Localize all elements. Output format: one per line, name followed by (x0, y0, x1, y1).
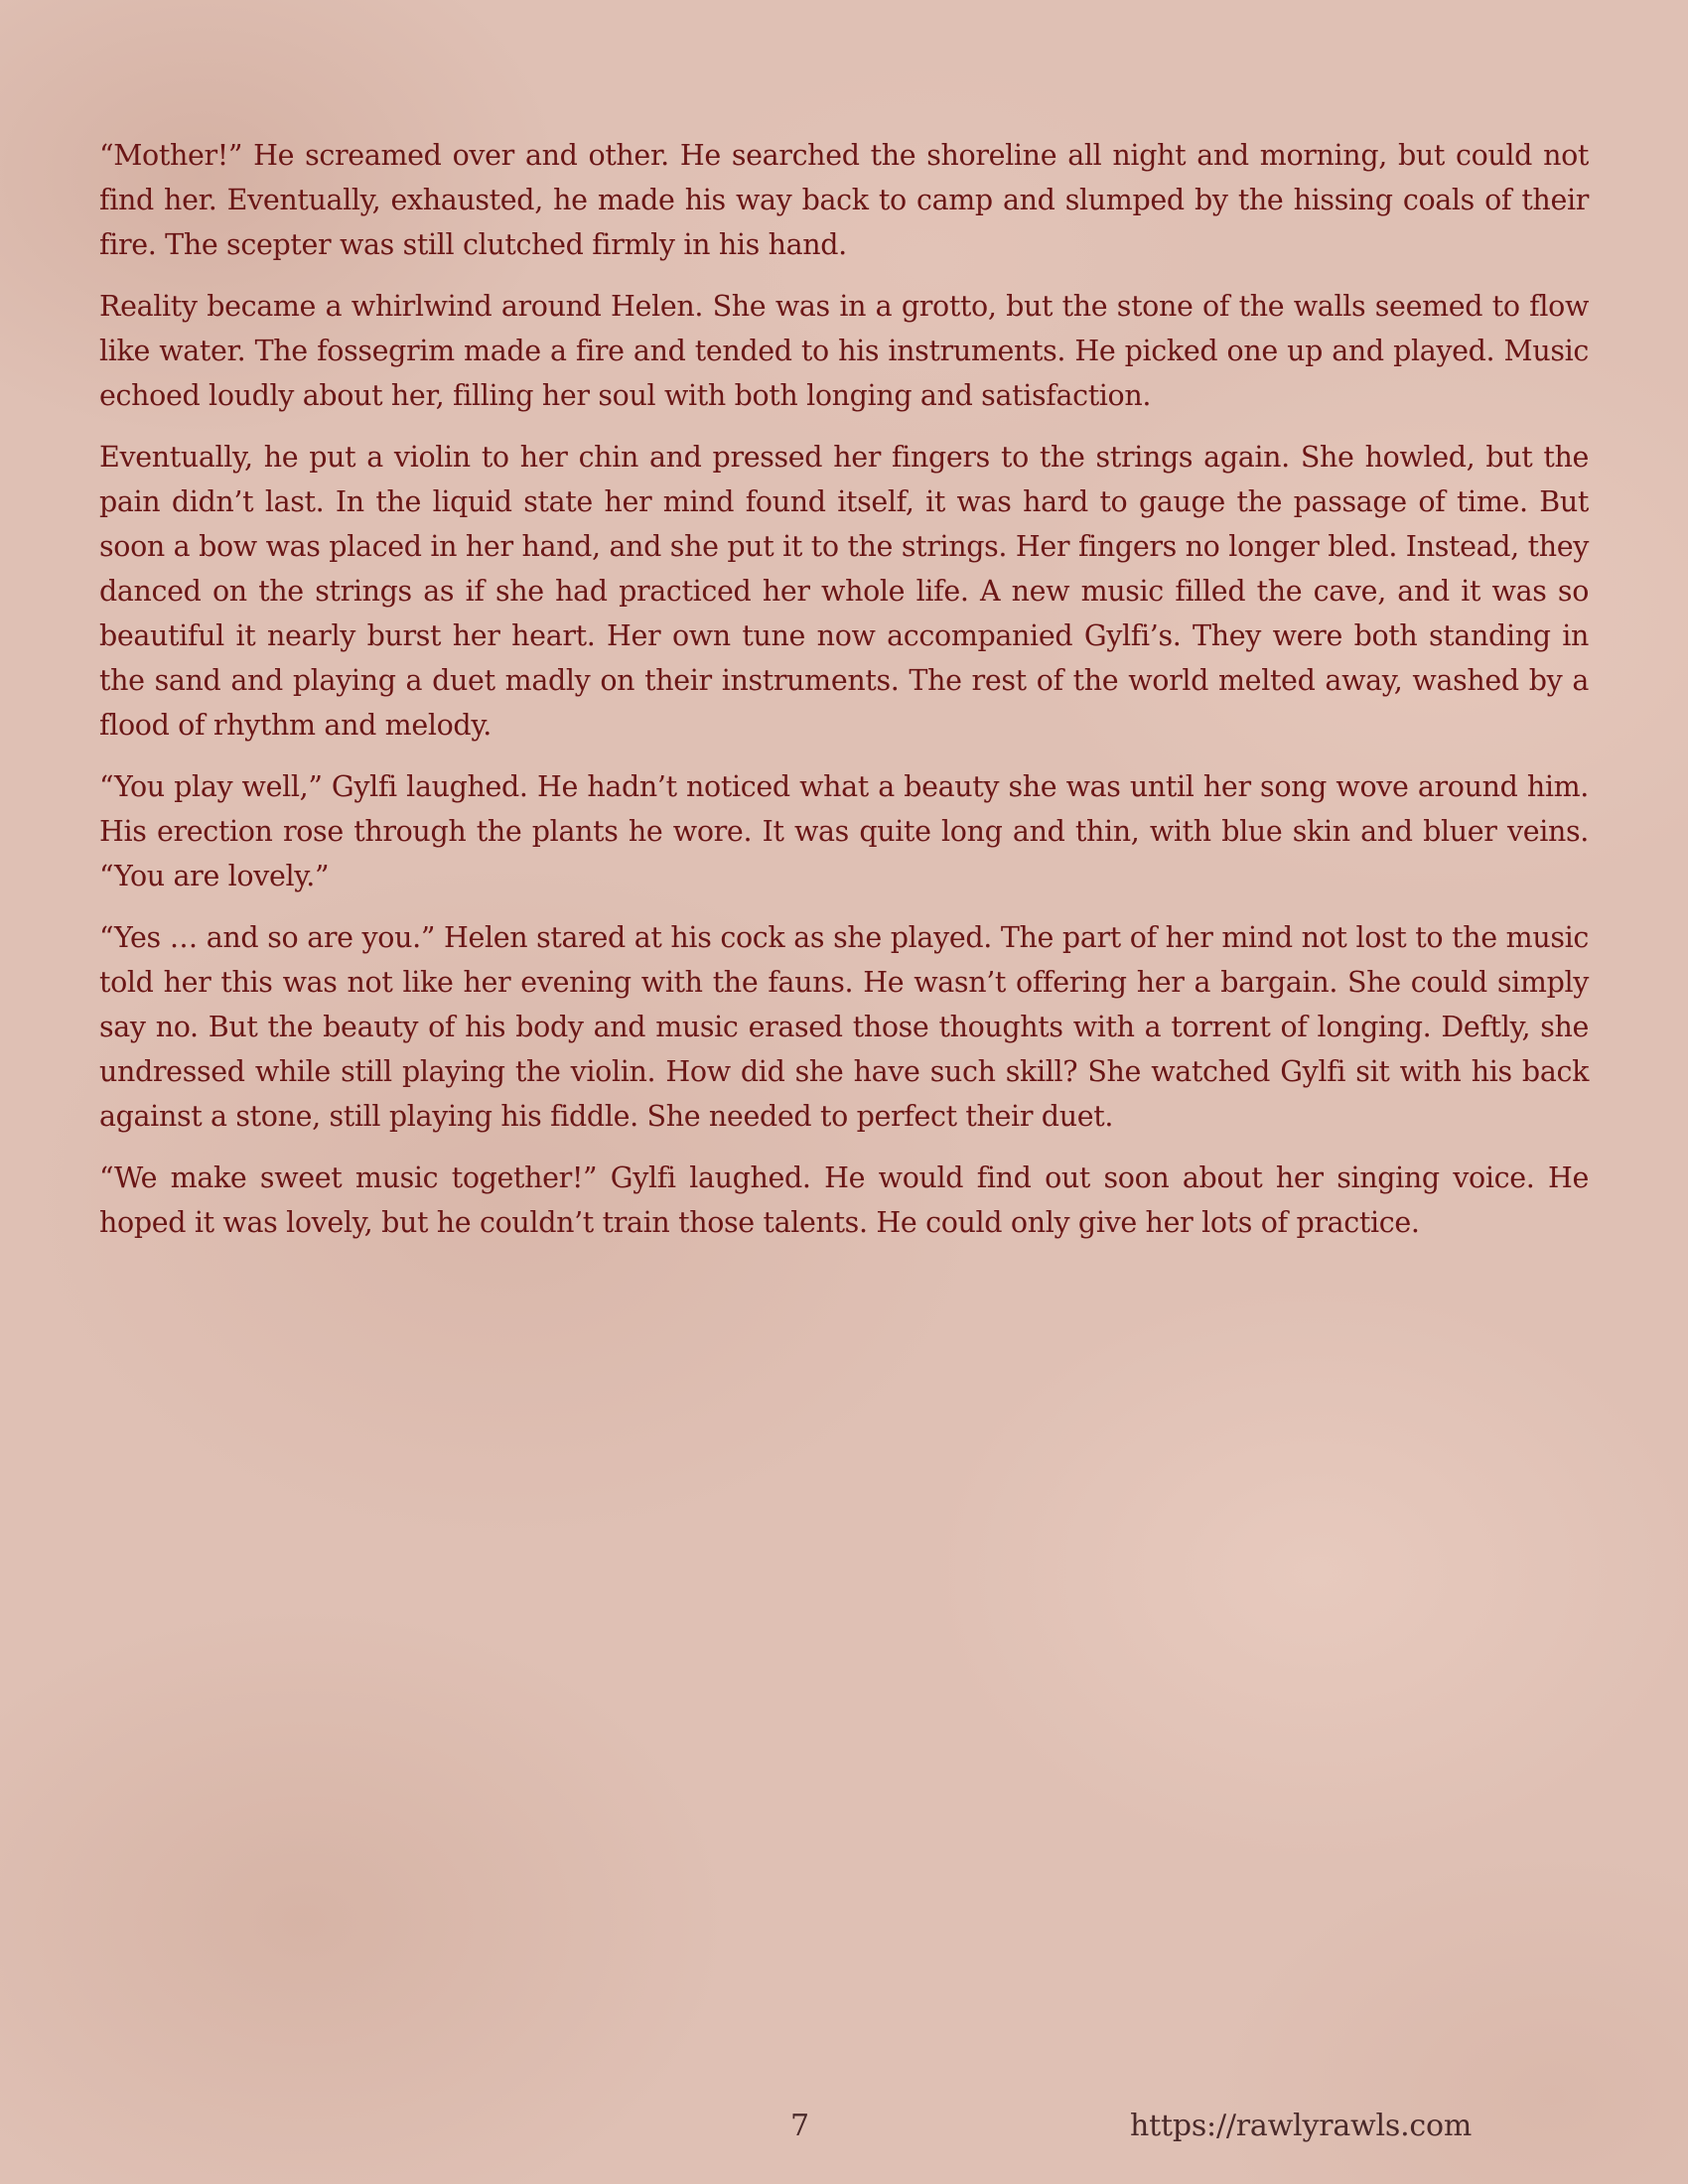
paragraph: “You play well,” Gylfi laughed. He hadn’t noticed what a beauty she was until her song wove around him. His erection rose through the plants he wore. It was quite long and thin, with blue skin and bluer veins. “You are lovely.” (99, 770, 1589, 892)
paragraph: “We make sweet music together!” Gylfi laughed. He would find out soon about her singing voice. He hoped it was lovely, but he couldn’t train those talents. He could only give her lots of practice. (99, 1161, 1589, 1239)
page-body (99, 133, 1589, 1262)
paragraph: Eventually, he put a violin to her chin and pressed her fingers to the strings again. She howled, but the pain didn’t last. In the liquid state her mind found itself, it was hard to gauge the passage of time. But soon a bow was placed in her hand, and she put it to the strings. Her fingers no longer bled. Instead, they danced on the strings as if she had practiced her whole life. A new music filled the cave, and it was so beautiful it nearly burst her heart. Her own tune now accompanied Gylfi’s. They were both standing in the sand and playing a duet madly on their instruments. The rest of the world melted away, washed by a flood of rhythm and melody. (99, 441, 1589, 742)
page-number: 7 (790, 2109, 810, 2143)
paragraph: Reality became a whirlwind around Helen. She was in a grotto, but the stone of the walls seemed to flow like water. The fossegrim made a fire and tended to his instruments. He picked one up and played. Music echoed loudly about her, filling her soul with both longing and satisfaction. (99, 290, 1589, 412)
page-footer (0, 2109, 1688, 2148)
site-url-link[interactable]: https://rawlyrawls.com (1130, 2109, 1473, 2143)
paragraph: “Yes … and so are you.” Helen stared at his cock as she played. The part of her mind not lost to the music told her this was not like her evening with the fauns. He wasn’t offering her a bargain. She could simply say no. But the beauty of his body and music erased those thoughts with a torrent of longing. Deftly, she undressed while still playing the violin. How did she have such skill? She watched Gylfi sit with his back against a stone, still playing his fiddle. She needed to perfect their duet. (99, 921, 1589, 1133)
paragraph: “Mother!” He screamed over and other. He searched the shoreline all night and morning, but could not find her. Eventually, exhausted, he made his way back to camp and slumped by the hissing coals of their fire. The scepter was still clutched firmly in his hand. (99, 139, 1589, 261)
